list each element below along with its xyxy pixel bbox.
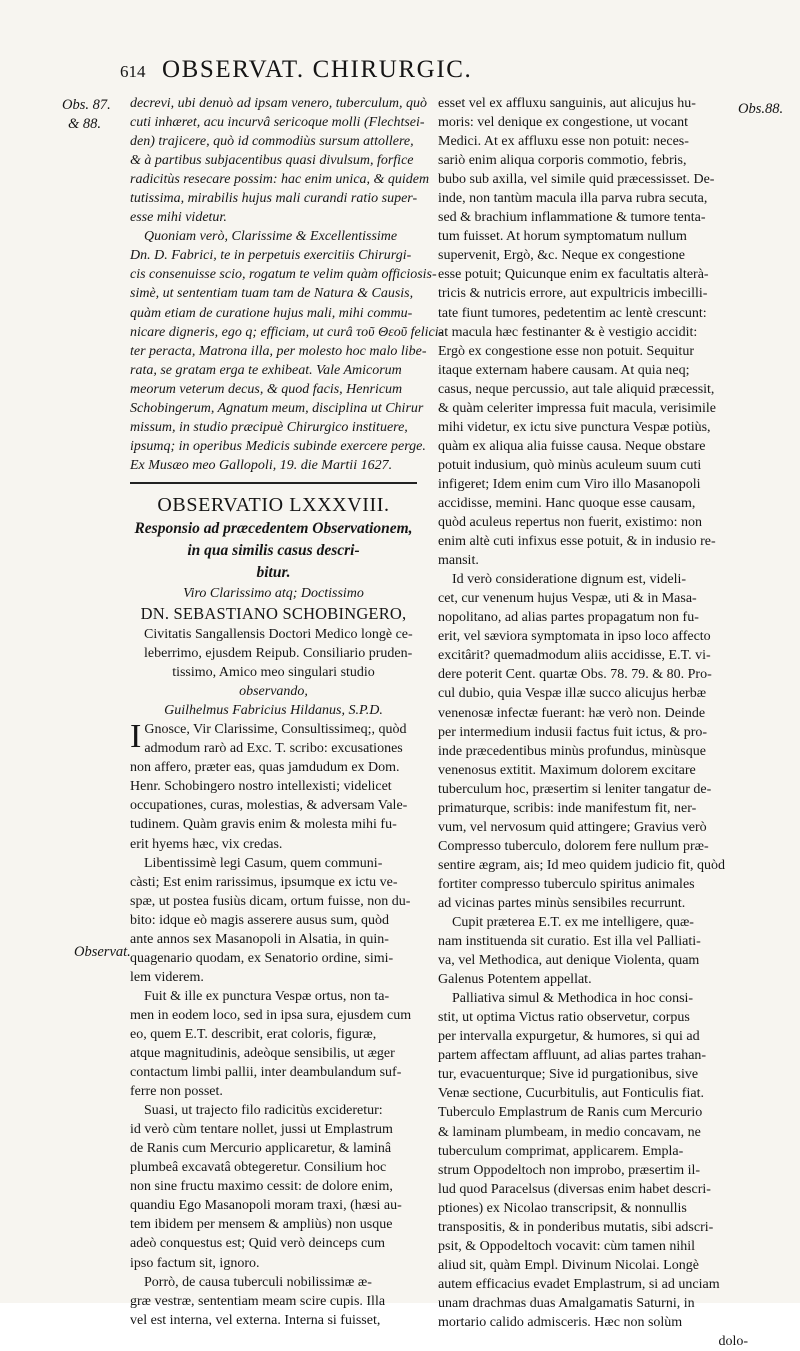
text-line: strum Oppodeltoch non improbo, præsertim il- bbox=[438, 1162, 701, 1178]
text-line: tudinem. Quàm gravis enim & molesta mihi fu- bbox=[130, 817, 397, 833]
observation-title: OBSERVATIO LXXXVIII. bbox=[157, 493, 390, 516]
text-line: dere poterit Cent. quartæ Obs. 78. 79. & 80. Pro- bbox=[438, 667, 712, 683]
dedication-line: tissimo, Amico meo singulari studio bbox=[172, 665, 375, 681]
text-line: atque magnitudinis, adeòque sensibilis, ut æger bbox=[130, 1046, 395, 1062]
palliative-paragraph bbox=[438, 989, 748, 1351]
text-line: & laminam plumbeam, in medio concavam, ne bbox=[438, 1124, 701, 1140]
text-line: radicitùs resecare possim: hac enim unica, & quidem bbox=[130, 172, 430, 188]
text-line: supervenit, Ergò, &c. Neque ex congestione bbox=[438, 248, 686, 264]
text-line: meorum veterum decus, & quod facis, Henricum bbox=[130, 381, 403, 397]
text-line: càsti; Est enim rarissimus, ipsumque ex ictu ve- bbox=[130, 874, 398, 890]
text-line: id verò cùm tentare nollet, jussi ut Emplastrum bbox=[130, 1122, 393, 1138]
text-line: adeò conquestus est; Quid verò deinceps cum bbox=[130, 1236, 386, 1252]
text-line: nam instituenda sit curatio. Est illa vel Palliati- bbox=[438, 934, 701, 950]
text-line: unam drachmas duas Amalgamatis Saturni, in bbox=[438, 1295, 695, 1311]
text-line: casus, neque percussio, aut tale aliquid præcessit, bbox=[438, 381, 715, 397]
text-line: per intermedium indusii factus fuit ictus, & pro- bbox=[438, 724, 708, 740]
text-line: de Ranis cum Mercurio applicaretur, & laminâ bbox=[130, 1141, 392, 1157]
text-line: stit, ut optima Victus ratio observetur, corpus bbox=[438, 1010, 690, 1026]
text-line: Medici. At ex affluxu esse non potuit: neces- bbox=[438, 134, 689, 150]
text-line: quàm etiam de curatione hujus mali, mihi commu- bbox=[130, 305, 413, 321]
text-line: græ vestræ, sententiam meam scire cupis. Illa bbox=[130, 1293, 386, 1309]
text-line: Quoniam verò, Clarissime & Excellentissime bbox=[144, 229, 398, 245]
text-line: cis consenuisse scio, rogatum te velim quàm officiosis- bbox=[130, 267, 437, 283]
text-line: fortiter compresso tuberculo spiritus animales bbox=[438, 876, 695, 892]
text-line: Venæ sectione, Cucurbitulis, aut Fonticulis fiat. bbox=[438, 1086, 704, 1102]
text-line: mihi videtur, ex ictu sive punctura Vespæ potiùs, bbox=[438, 419, 711, 435]
dedication-line: Civitatis Sangallensis Doctori Medico longè ce- bbox=[144, 626, 413, 642]
text-line: cul dubio, quia Vespæ illæ succo alicujus herbæ bbox=[438, 686, 707, 702]
drop-cap: I bbox=[130, 718, 142, 756]
text-line: accidisse, memini. Hanc quoque esse causam, bbox=[438, 495, 696, 511]
observation-subtitle-line: Responsio ad præcedentem Observationem, bbox=[134, 519, 413, 537]
text-line: rata, se gratam erga te exhibeat. Vale Amicorum bbox=[130, 362, 402, 378]
text-line: itaque externam habere causam. At quia neq; bbox=[438, 362, 690, 378]
left-column bbox=[130, 94, 444, 1328]
text-line: men in eodem loco, sed in ipsa sura, ejusdem cum bbox=[130, 1007, 412, 1023]
cause-continued-paragraph bbox=[438, 94, 748, 570]
curation-paragraph bbox=[438, 913, 748, 989]
text-line: erit hyems hæc, vix credas. bbox=[130, 836, 283, 852]
text-line: plumbeâ excavatâ obtegeretur. Consilium hoc bbox=[130, 1160, 387, 1176]
text-line: tuberculum hoc, præsertim si leniter tangatur de- bbox=[438, 781, 712, 797]
text-line: ferre non posset. bbox=[130, 1084, 223, 1100]
text-line: tricis & nutricis errore, aut expultricis imbecilli- bbox=[438, 286, 708, 302]
text-line: cuti inhæret, acu incurvâ sericoque molli (Flechtsei- bbox=[130, 115, 425, 131]
text-line: tur, evacuenturque; Sive id purgationibus, sive bbox=[438, 1067, 699, 1083]
text-line: tum fuisset. At horum symptomatum nullum bbox=[438, 229, 687, 245]
text-line: excitârit? quemadmodum aliis accidisse, E.T. vi- bbox=[438, 648, 711, 664]
margin-note-obs-88: & 88. bbox=[68, 116, 102, 132]
dedication-line: leberrimo, ejusdem Reipub. Consiliario pruden- bbox=[144, 646, 413, 662]
observation-subtitle-line: bitur. bbox=[256, 563, 291, 581]
text-line: venenosæ infectæ fuerant: hæ verò non. Deinde bbox=[438, 705, 706, 721]
text-line: ipsumq; in operibus Medicis subinde exercere perge. bbox=[130, 438, 426, 454]
text-line: Schobingerum, Agnatum meum, disciplina ut Chirur bbox=[130, 400, 424, 416]
text-line: va, vel Methodica, aut denique Violenta, quam bbox=[438, 953, 700, 969]
text-line: lem viderem. bbox=[130, 969, 204, 985]
text-line: Galenus Potentem appellat. bbox=[438, 972, 592, 988]
text-line: Dn. D. Fabrici, te in perpetuis exercitiis Chirurgi- bbox=[130, 248, 412, 264]
text-line: infigeret; Idem enim cum Viro illo Masanopoli bbox=[438, 476, 701, 492]
dedication-signature: Guilhelmus Fabricius Hildanus, S.P.D. bbox=[164, 703, 383, 719]
text-line: venenosus extitit. Maximum dolorem excitare bbox=[438, 762, 696, 778]
text-line: inde, non tantùm macula illa parva rubra secuta, bbox=[438, 191, 708, 207]
text-line: primaturque, scribis: inde manifestum fit, ner- bbox=[438, 800, 697, 816]
text-line: cet, cur venenum hujus Vespæ, uti & in Masa- bbox=[438, 591, 697, 607]
text-line: quòd aculeus repertus non fuerit, existimo: non bbox=[438, 515, 702, 531]
text-line: Ergò ex congestione esse non potuit. Sequitur bbox=[438, 343, 694, 359]
text-line: enim altè cuti infixus esse potuit, & in indusio re- bbox=[438, 534, 716, 550]
catchword: dolo- bbox=[718, 1334, 748, 1350]
dedication-greeting: Viro Clarissimo atq; Doctissimo bbox=[183, 585, 364, 601]
text-line: Compresso tuberculo, dolorem fere nullum præ- bbox=[438, 838, 709, 854]
text-line: Id verò consideratione dignum est, videli- bbox=[452, 572, 687, 588]
response-opening-paragraph bbox=[130, 720, 417, 853]
text-line: bubo sub axilla, vel simile quid præcessisset. De- bbox=[438, 172, 715, 188]
observation-subtitle-line: in qua similis casus descri- bbox=[187, 541, 360, 559]
text-line: lud quod Paracelsus (diversas enim habet descri- bbox=[438, 1181, 711, 1197]
text-line: nicare digneris, ego q; efficiam, ut curâ τοῦ Θεοῦ felici- bbox=[130, 324, 444, 340]
text-line: eo, quem E.T. describit, erat coloris, figuræ, bbox=[130, 1026, 377, 1042]
text-line: nopolitano, ad alias partes propagatum non fu- bbox=[438, 610, 699, 626]
case-paragraph bbox=[130, 854, 417, 987]
text-line: ipso factum sit, ignoro. bbox=[130, 1255, 260, 1271]
text-line: vel est interna, vel externa. Interna si fuisset, bbox=[130, 1312, 381, 1328]
running-title: OBSERVAT. CHIRURGIC. bbox=[162, 56, 473, 83]
text-line: quàm ex aliqua alia fuisse causa. Neque obstare bbox=[438, 438, 706, 454]
text-line: contactum limbi pallii, inter deambulandum suf- bbox=[130, 1065, 402, 1081]
letter-closing-paragraph bbox=[130, 94, 430, 227]
text-line: Henr. Schobingero nostro intellexisti; videlicet bbox=[130, 779, 392, 795]
observation-paragraph bbox=[130, 987, 417, 1101]
text-line: at macula hæc festinanter & è vestigio accidit: bbox=[438, 324, 698, 340]
text-line: missum, in studio præcipuè Chirurgico instituere, bbox=[130, 419, 408, 435]
text-line: sariò enim aliqua corporis commotio, febris, bbox=[438, 153, 687, 169]
text-line: ante annos sex Masanopoli in Alsatia, in quin- bbox=[130, 931, 389, 947]
margin-note-obs-87: Obs. 87. bbox=[62, 97, 111, 113]
text-line: esse potuit; Quicunque enim ex facultatis alterà- bbox=[438, 267, 709, 283]
text-line: occupationes, curas, molestias, & adversam Vale- bbox=[130, 798, 408, 814]
text-line: decrevi, ubi denuò ad ipsam venero, tuberculum, quò bbox=[130, 96, 428, 111]
text-line: mortario calido admisceris. Hæc non solùm bbox=[438, 1315, 683, 1330]
text-line: autem efficacius evadet Emplastrum, si ad unciam bbox=[438, 1276, 720, 1292]
text-line: transpositis, & in ponderibus mutatis, sibi adscri- bbox=[438, 1219, 714, 1235]
text-line: ter peracta, Matrona illa, per molesto hoc malo libe- bbox=[130, 343, 427, 359]
text-line: psit, & Oppodeltoch vocavit: cùm tamen nihil bbox=[438, 1238, 696, 1254]
margin-note-right-obs-88: Obs.88. bbox=[738, 101, 784, 117]
text-line: non affero, præter eas, quas jamdudum ex Dom. bbox=[130, 760, 400, 776]
text-line: bito: idque eò magis asserere ausus sum, quòd bbox=[130, 912, 389, 928]
page-number: 614 bbox=[120, 62, 146, 81]
text-line: quagenario quodam, ex Senatorio ordine, simi- bbox=[130, 950, 394, 966]
consideration-paragraph bbox=[438, 570, 748, 913]
dedication-line: observando, bbox=[239, 684, 308, 700]
text-line: potuit indusium, quò minùs aculeum suum cuti bbox=[438, 457, 702, 473]
treatment-paragraph bbox=[130, 1101, 417, 1272]
text-line: Ex Musæo meo Gallopoli, 19. die Martii 1627. bbox=[130, 457, 393, 473]
margin-note-observat: Observat. bbox=[74, 944, 131, 960]
cause-paragraph bbox=[130, 1273, 417, 1330]
text-line: ad vicinas partes minùs sensibiles recurrunt. bbox=[438, 895, 686, 911]
text-line: Libentissimè legi Casum, quem communi- bbox=[144, 855, 383, 871]
text-line: per intervalla expurgetur, & humores, si qui ad bbox=[438, 1029, 700, 1045]
text-line: admodum rarò ad Exc. T. scribo: excusationes bbox=[144, 741, 403, 757]
text-line: erit, vel sæviora symptomata in ipso loco affecto bbox=[438, 629, 711, 645]
text-line: Porrò, de causa tuberculi nobilissimæ æ- bbox=[144, 1274, 372, 1290]
text-line: sed & brachium inflammatione & tumore tenta- bbox=[438, 210, 706, 226]
text-line: tem ibidem per mensem & ampliùs) non usque bbox=[130, 1217, 393, 1233]
text-line: inde præcedentibus minùs profundus, minùsque bbox=[438, 743, 706, 759]
text-line: esse mihi videtur. bbox=[130, 210, 227, 226]
text-line: tutissima, mirabilis hujus mali curandi ratio super- bbox=[130, 191, 418, 207]
text-line: partem affectam affluunt, ad alias partes trahan- bbox=[438, 1048, 707, 1064]
text-line: spæ, ut postea fusiùs dicam, ortum fuisse, non du- bbox=[130, 893, 411, 909]
text-line: non sine fructu maximo cessit: de dolore enim, bbox=[130, 1179, 393, 1195]
text-line: Tuberculo Emplastrum de Ranis cum Mercurio bbox=[438, 1105, 703, 1121]
text-line: mansit. bbox=[438, 553, 479, 569]
text-line: Cupit præterea E.T. ex me intelligere, quæ- bbox=[452, 915, 694, 931]
text-line: ptiones) ex Nicolao transcripsit, & nonnullis bbox=[438, 1200, 687, 1216]
text-line: moris: vel denique ex congestione, ut vocant bbox=[438, 115, 688, 131]
text-line: Gnosce, Vir Clarissime, Consultissimeq;, quòd bbox=[144, 722, 407, 738]
text-line: & à partibus subjacentibus quasi divulsum, forfice bbox=[130, 153, 414, 169]
text-line: den) trajicere, quò id commodiùs sursum attollere, bbox=[130, 134, 414, 150]
text-line: Suasi, ut trajecto filo radicitùs excideretur: bbox=[144, 1103, 383, 1119]
text-line: aliud sit, quàm Empl. Divinum Nicolai. Longè bbox=[438, 1257, 699, 1273]
text-line: Fuit & ille ex punctura Vespæ ortus, non ta- bbox=[144, 988, 390, 1004]
letter-request-paragraph bbox=[130, 227, 444, 475]
text-line: tate fiunt tumores, pedetentim ac lentè crescunt: bbox=[438, 305, 707, 321]
section-divider bbox=[130, 482, 417, 484]
text-line: & quàm celeriter impressa fuit macula, verisimile bbox=[438, 400, 716, 416]
text-line: sentire ægram, ais; Id meo quidem judicio fit, quòd bbox=[438, 857, 725, 873]
text-line: vum, vel nervosum quid attingere; Gravius verò bbox=[438, 819, 707, 835]
dedication-name: DN. SEBASTIANO SCHOBINGERO, bbox=[140, 603, 407, 623]
text-line: quandiu Ego Masanopoli moram traxi, (hæsi au- bbox=[130, 1198, 402, 1214]
text-line: Palliativa simul & Methodica in hoc consi- bbox=[452, 991, 694, 1007]
running-header bbox=[120, 56, 600, 90]
text-line: esset vel ex affluxu sanguinis, aut alicujus hu- bbox=[438, 96, 696, 111]
right-column bbox=[438, 94, 748, 1350]
text-line: simè, ut sententiam tuam tam de Natura & Causis, bbox=[130, 286, 414, 302]
text-line: tuberculum comprimat, applicarem. Empla- bbox=[438, 1143, 684, 1159]
